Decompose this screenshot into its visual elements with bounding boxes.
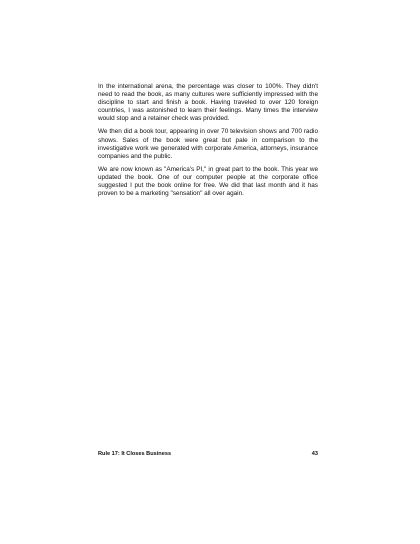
paragraph-3: We are now known as "America's PI," in great part to the book. This year we updated the book. One of our computer people at the corporate office suggested I put the book online for free. We did that last month and it has proven to be a marketing "sensation" all over again. xyxy=(98,165,318,198)
paragraph-1: In the international arena, the percentage was closer to 100%. They didn't need to read the book, as many cultures were sufficiently impressed with the discipline to start and finish a book. Having traveled to over 120 foreign countries, I was astonished to learn their feelings. Many times the interview would stop and a retainer check was provided. xyxy=(98,83,318,123)
footer-page-number: 43 xyxy=(311,451,318,457)
page-footer xyxy=(98,451,318,457)
body-text xyxy=(98,83,318,203)
paragraph-2: We then did a book tour, appearing in over 70 television shows and 700 radio shows. Sales of the book were great but pale in comparison to the investigative work we generated with corporate America, attorneys, insurance companies and the public. xyxy=(98,128,318,160)
footer-chapter-title: Rule 17: It Closes Business xyxy=(98,451,172,457)
